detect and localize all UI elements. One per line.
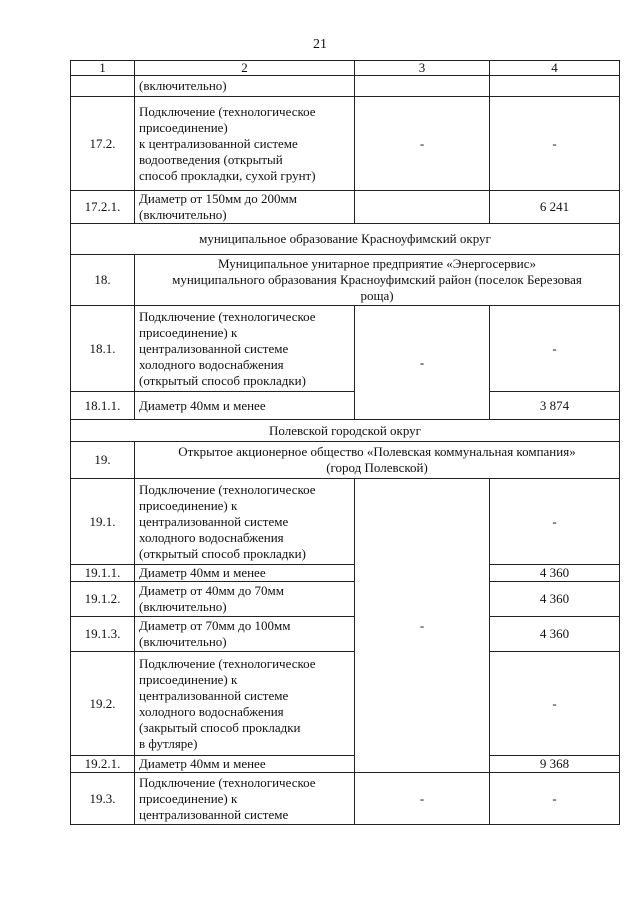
row-description: Диаметр от 40мм до 70мм (включительно) xyxy=(135,582,355,617)
row-col3: - xyxy=(355,773,490,825)
row-number: 19.1.3. xyxy=(71,617,135,652)
row-value: 4 360 xyxy=(490,565,620,582)
table-row xyxy=(71,756,620,773)
table-row xyxy=(71,255,620,306)
section-row xyxy=(71,224,620,255)
row-description: Подключение (технологическое присоединение) к централизованной системе холодного водоснабжения (открытый способ прокладки) xyxy=(135,479,355,565)
row-col3: - xyxy=(355,479,490,773)
row-description: Подключение (технологическое присоединение) к централизованной системе холодного водоснабжения (открытый способ прокладки) xyxy=(135,306,355,392)
row-value: 6 241 xyxy=(490,191,620,224)
row-number: 19.3. xyxy=(71,773,135,825)
row-number: 17.2. xyxy=(71,97,135,191)
row-value: - xyxy=(490,97,620,191)
row-col3 xyxy=(355,191,490,224)
table-row xyxy=(71,392,620,420)
tariff-table xyxy=(70,60,620,825)
row-description: Диаметр 40мм и менее xyxy=(135,565,355,582)
table-row xyxy=(71,617,620,652)
row-number: 19. xyxy=(71,442,135,479)
row-description: Диаметр от 70мм до 100мм (включительно) xyxy=(135,617,355,652)
table-row xyxy=(71,97,620,191)
row-value: - xyxy=(490,306,620,392)
row-number: 19.1.2. xyxy=(71,582,135,617)
table-header-row xyxy=(71,61,620,76)
row-value: 9 368 xyxy=(490,756,620,773)
table-row xyxy=(71,565,620,582)
table-row xyxy=(71,191,620,224)
row-value: - xyxy=(490,479,620,565)
table-row xyxy=(71,442,620,479)
row-number: 18.1. xyxy=(71,306,135,392)
table-row xyxy=(71,773,620,825)
row-number: 19.2.1. xyxy=(71,756,135,773)
row-col3: - xyxy=(355,97,490,191)
column-header-2: 2 xyxy=(135,61,355,76)
row-value xyxy=(490,76,620,97)
column-header-4: 4 xyxy=(490,61,620,76)
row-value: - xyxy=(490,652,620,756)
row-number: 17.2.1. xyxy=(71,191,135,224)
row-description: (включительно) xyxy=(135,76,355,97)
row-number: 19.1. xyxy=(71,479,135,565)
row-col3 xyxy=(355,76,490,97)
row-description: Подключение (технологическое присоединение) к централизованной системе холодного водоснабжения (закрытый способ прокладки в футляре) xyxy=(135,652,355,756)
column-header-1: 1 xyxy=(71,61,135,76)
organization-name: Муниципальное унитарное предприятие «Энергосервис» муниципального образования Красноуфимский район (поселок Березовая роща) xyxy=(135,255,620,306)
section-heading: муниципальное образование Красноуфимский округ xyxy=(71,224,620,255)
row-number: 19.1.1. xyxy=(71,565,135,582)
row-description: Диаметр 40мм и менее xyxy=(135,392,355,420)
table-row xyxy=(71,582,620,617)
row-number xyxy=(71,76,135,97)
table-row xyxy=(71,306,620,392)
section-row xyxy=(71,420,620,442)
row-description: Диаметр 40мм и менее xyxy=(135,756,355,773)
column-header-3: 3 xyxy=(355,61,490,76)
row-description: Подключение (технологическое присоединение) к централизованной системе xyxy=(135,773,355,825)
row-description: Диаметр от 150мм до 200мм (включительно) xyxy=(135,191,355,224)
table-row xyxy=(71,652,620,756)
row-number: 18.1.1. xyxy=(71,392,135,420)
row-number: 19.2. xyxy=(71,652,135,756)
table-row xyxy=(71,76,620,97)
table-row xyxy=(71,479,620,565)
page-number: 21 xyxy=(313,37,327,52)
row-number: 18. xyxy=(71,255,135,306)
organization-name: Открытое акционерное общество «Полевская коммунальная компания» (город Полевской) xyxy=(135,442,620,479)
row-description: Подключение (технологическое присоединение) к централизованной системе водоотведения (открытый способ прокладки, сухой грунт) xyxy=(135,97,355,191)
section-heading: Полевской городской округ xyxy=(71,420,620,442)
row-value: 4 360 xyxy=(490,617,620,652)
row-col3: - xyxy=(355,306,490,420)
row-value: 3 874 xyxy=(490,392,620,420)
row-value: 4 360 xyxy=(490,582,620,617)
row-value: - xyxy=(490,773,620,825)
